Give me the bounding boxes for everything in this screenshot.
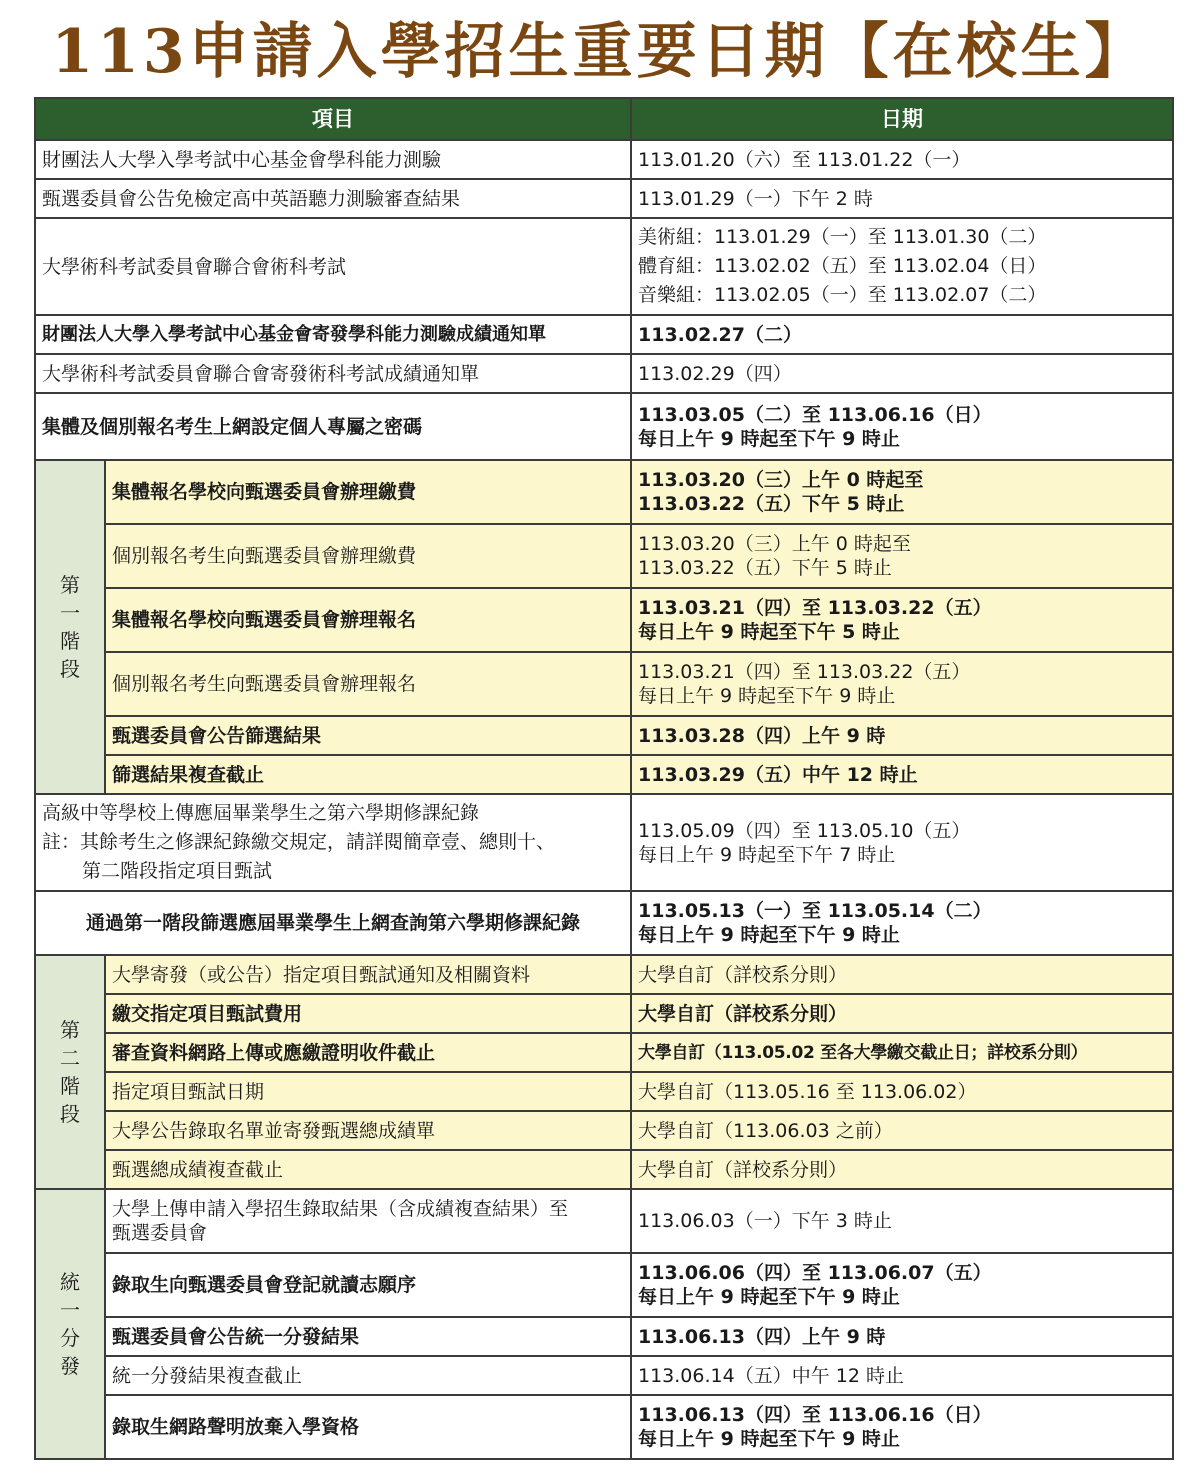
row-item: 錄取生網路聲明放棄入學資格 [105, 1395, 631, 1459]
stage1-label-cell [35, 460, 105, 794]
row-date: 113.05.13（一）至 113.05.14（二） 每日上午 9 時起至下午 9 時止 [631, 891, 1173, 955]
table-row [35, 315, 1173, 354]
row-date: 大學自訂（113.05.16 至 113.06.02） [631, 1072, 1173, 1111]
table-row [35, 1111, 1173, 1150]
row-date: 大學自訂（詳校系分則） [631, 955, 1173, 994]
table-row [35, 891, 1173, 955]
row-item: 大學公告錄取名單並寄發甄選總成績單 [105, 1111, 631, 1150]
row-item: 繳交指定項目甄試費用 [105, 994, 631, 1033]
table-row [35, 179, 1173, 218]
row-item: 財團法人大學入學考試中心基金會學科能力測驗 [35, 140, 631, 179]
row-item: 甄選委員會公告免檢定高中英語聽力測驗審查結果 [35, 179, 631, 218]
table-row [35, 994, 1173, 1033]
row-item: 個別報名考生向甄選委員會辦理報名 [105, 652, 631, 716]
row-date: 113.06.03（一）下午 3 時止 [631, 1189, 1173, 1253]
table-row [35, 755, 1173, 794]
row-date: 113.01.29（一）下午 2 時 [631, 179, 1173, 218]
table-row [35, 218, 1173, 315]
row-date: 113.01.20（六）至 113.01.22（一） [631, 140, 1173, 179]
page-title: 113申請入學招生重要日期【在校生】 [51, 17, 1149, 87]
stage2-label-cell [35, 955, 105, 1189]
header-date: 日期 [631, 98, 1173, 140]
row-item: 大學術科考試委員會聯合會術科考試 [35, 218, 631, 315]
stage1-label: 第一階段 [60, 573, 80, 681]
row-item: 甄選委員會公告統一分發結果 [105, 1317, 631, 1356]
table-row [35, 1150, 1173, 1189]
row-date: 113.02.29（四） [631, 354, 1173, 393]
table-header-row [35, 98, 1173, 140]
row-item: 指定項目甄試日期 [105, 1072, 631, 1111]
row-date: 113.06.13（四）上午 9 時 [631, 1317, 1173, 1356]
row-item: 錄取生向甄選委員會登記就讀志願序 [105, 1253, 631, 1317]
table-row [35, 794, 1173, 891]
table-row [35, 1189, 1173, 1253]
row-item: 集體報名學校向甄選委員會辦理繳費 [105, 460, 631, 524]
row-item: 甄選總成績複查截止 [105, 1150, 631, 1189]
row-item: 篩選結果複查截止 [105, 755, 631, 794]
table-row [35, 1072, 1173, 1111]
table-row [35, 524, 1173, 588]
row-date: 113.03.21（四）至 113.03.22（五） 每日上午 9 時起至下午 5 時止 [631, 588, 1173, 652]
row-date: 大學自訂（詳校系分則） [631, 1150, 1173, 1189]
row-item: 大學上傳申請入學招生錄取結果（含成績複查結果）至 甄選委員會 [105, 1189, 631, 1253]
row-date: 113.03.21（四）至 113.03.22（五） 每日上午 9 時起至下午 9 時止 [631, 652, 1173, 716]
row-date: 大學自訂（113.05.02 至各大學繳交截止日；詳校系分則） [631, 1033, 1173, 1072]
table-row [35, 1253, 1173, 1317]
row-date: 113.03.28（四）上午 9 時 [631, 716, 1173, 755]
stage3-label-cell [35, 1189, 105, 1459]
row-item: 財團法人大學入學考試中心基金會寄發學科能力測驗成績通知單 [35, 315, 631, 354]
row-date: 113.03.20（三）上午 0 時起至 113.03.22（五）下午 5 時止 [631, 460, 1173, 524]
row-date: 113.06.13（四）至 113.06.16（日） 每日上午 9 時起至下午 9 時止 [631, 1395, 1173, 1459]
row-item: 高級中等學校上傳應屆畢業學生之第六學期修課紀錄 註：其餘考生之修課紀錄繳交規定，請詳閱簡章壹、總則十、 第二階段指定項目甄試 [35, 794, 631, 891]
table-row [35, 1317, 1173, 1356]
table-row [35, 1356, 1173, 1395]
row-item: 通過第一階段篩選應屆畢業學生上網查詢第六學期修課紀錄 [35, 891, 631, 955]
row-item: 統一分發結果複查截止 [105, 1356, 631, 1395]
row-date: 113.05.09（四）至 113.05.10（五） 每日上午 9 時起至下午 7 時止 [631, 794, 1173, 891]
row-item: 集體及個別報名考生上網設定個人專屬之密碼 [35, 393, 631, 460]
stage2-label: 第二階段 [60, 1018, 80, 1126]
stage3-label: 統一分發 [60, 1270, 80, 1378]
row-date: 113.03.05（二）至 113.06.16（日） 每日上午 9 時起至下午 9 時止 [631, 393, 1173, 460]
table-row [35, 140, 1173, 179]
table-row [35, 460, 1173, 524]
row-item: 審查資料網路上傳或應繳證明收件截止 [105, 1033, 631, 1072]
row-date: 113.03.29（五）中午 12 時止 [631, 755, 1173, 794]
row-date: 113.06.06（四）至 113.06.07（五） 每日上午 9 時起至下午 9 時止 [631, 1253, 1173, 1317]
row-item: 集體報名學校向甄選委員會辦理報名 [105, 588, 631, 652]
row-date: 大學自訂（113.06.03 之前） [631, 1111, 1173, 1150]
row-item: 大學寄發（或公告）指定項目甄試通知及相關資料 [105, 955, 631, 994]
table-row [35, 393, 1173, 460]
schedule-table [34, 97, 1174, 1460]
table-row [35, 588, 1173, 652]
row-item: 個別報名考生向甄選委員會辦理繳費 [105, 524, 631, 588]
row-date: 113.02.27（二） [631, 315, 1173, 354]
row-item: 甄選委員會公告篩選結果 [105, 716, 631, 755]
row-date: 大學自訂（詳校系分則） [631, 994, 1173, 1033]
row-date: 113.06.14（五）中午 12 時止 [631, 1356, 1173, 1395]
table-row [35, 955, 1173, 994]
row-item: 大學術科考試委員會聯合會寄發術科考試成績通知單 [35, 354, 631, 393]
table-row [35, 716, 1173, 755]
table-row [35, 1395, 1173, 1459]
header-item: 項目 [35, 98, 631, 140]
table-row [35, 1033, 1173, 1072]
table-row [35, 652, 1173, 716]
table-row [35, 354, 1173, 393]
row-date: 美術組：113.01.29（一）至 113.01.30（二） 體育組：113.02.02（五）至 113.02.04（日） 音樂組：113.02.05（一）至 113.02.07（二） [631, 218, 1173, 315]
row-date: 113.03.20（三）上午 0 時起至 113.03.22（五）下午 5 時止 [631, 524, 1173, 588]
